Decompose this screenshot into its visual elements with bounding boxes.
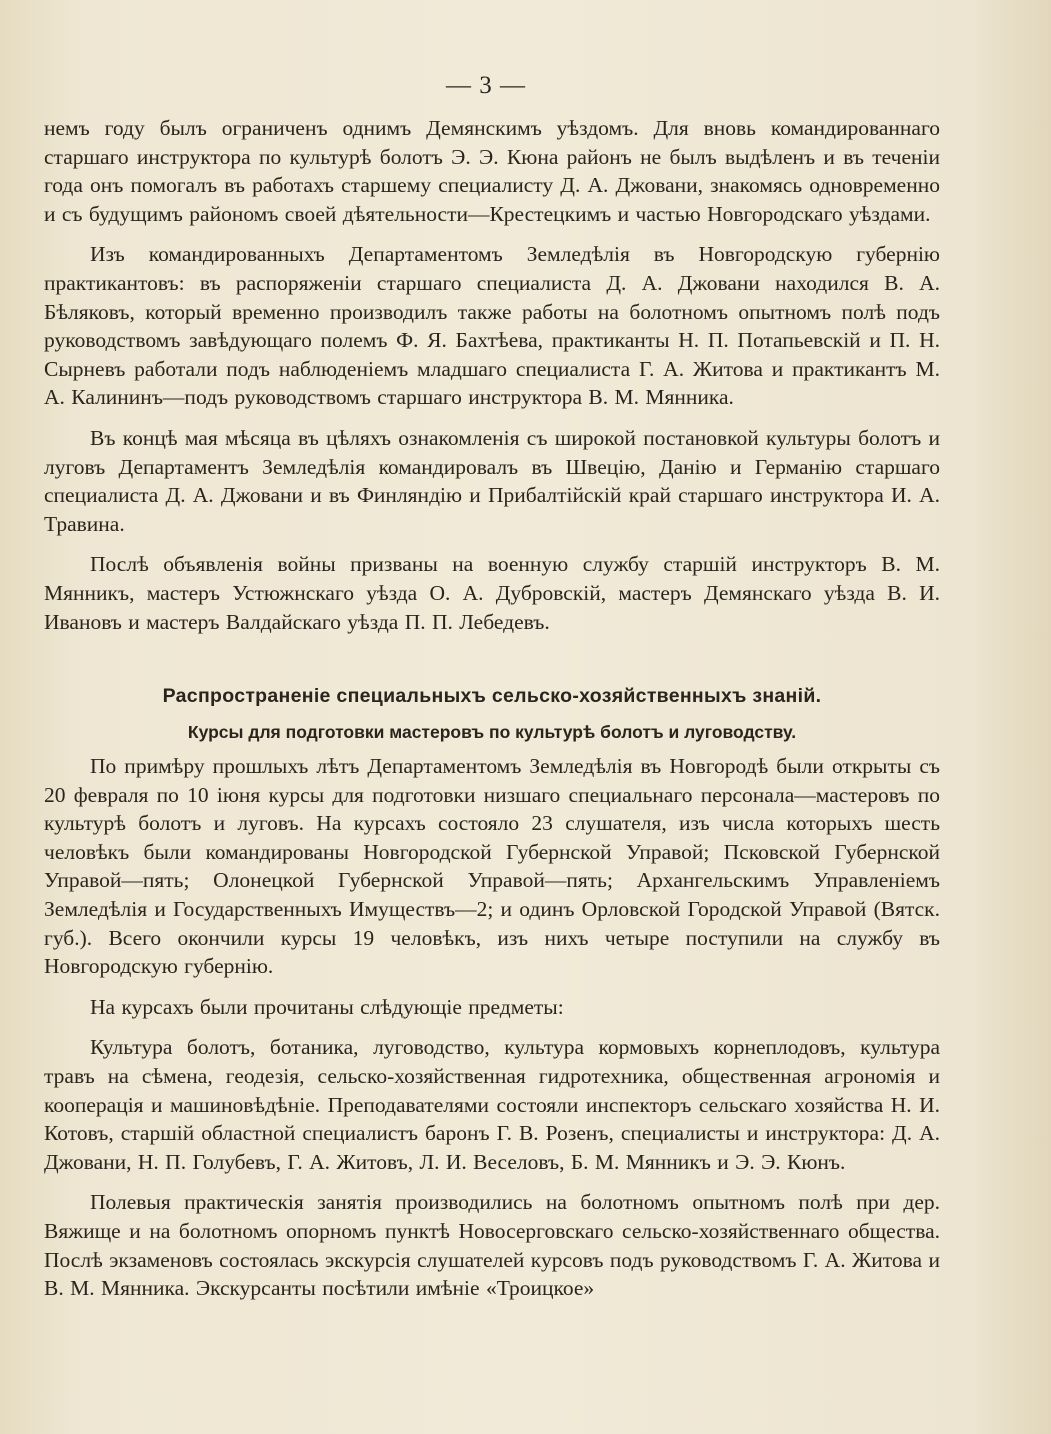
subsection-title: Курсы для подготовки мастеровъ по культурѣ болотъ и луговодству. — [187, 722, 797, 743]
page-number: — 3 — — [446, 72, 526, 99]
paragraph: Въ концѣ мая мѣсяца въ цѣляхъ ознакомленія съ широкой постановкой культуры болотъ и луговъ Департаментъ Земледѣлія командировалъ въ Швецію, Данію и Германію старшаго специалиста Д. А. Джовани и въ Финляндію и Прибалтійскій край старшаго инструктора И. А. Травина. — [44, 425, 940, 536]
page-body — [44, 114, 940, 1315]
paragraph: На курсахъ были прочитаны слѣдующіе предметы: — [90, 994, 564, 1019]
paragraph: Полевыя практическія занятія производились на болотномъ опытномъ полѣ при дер. Вяжище и на болотномъ опорномъ пунктѣ Новосерговскаго сельско-хозяйственнаго общества. Послѣ экзаменовъ состоялась экскурсія слушателей курсовъ подъ руководствомъ Г. А. Житова и В. М. Мянника. Экскурсанты посѣтили имѣніе «Троицкое» — [44, 1190, 940, 1301]
paragraph: Послѣ объявленія войны призваны на военную службу старшій инструкторъ В. М. Мянникъ, мастеръ Устюжнскаго уѣзда О. А. Дубровскій, мастеръ Демянскаго уѣзда В. И. Ивановъ и мастеръ Валдайскаго уѣзда П. П. Лебедевъ. — [44, 552, 940, 634]
paragraph: немъ году былъ ограниченъ однимъ Демянскимъ уѣздомъ. Для вновь командированнаго старшаго инструктора по культурѣ болотъ Э. Э. Кюна районъ не былъ выдѣленъ и въ теченіи года онъ помогалъ въ работахъ старшему специалисту Д. А. Джовани, знакомясь одновременно и съ будущимъ райономъ своей дѣятельности—Крестецкимъ и частью Новгородскаго уѣздами. — [44, 116, 940, 226]
paragraph: Изъ командированныхъ Департаментомъ Земледѣлія въ Новгородскую губернію практикантовъ: въ распоряженіи старшаго специалиста Д. А. Джовани находился В. А. Бѣляковъ, который временно производилъ также работы на болотномъ опытномъ полѣ подъ руководствомъ завѣдующаго полемъ Ф. Я. Бахтѣева, практиканты Н. П. Потапьевскій и П. Н. Сырневъ работали подъ наблюденіемъ младшаго специалиста Г. А. Житова и практикантъ М. А. Калининъ—подъ руководствомъ старшаго инструктора В. М. Мянника. — [44, 242, 940, 410]
paragraph: По примѣру прошлыхъ лѣтъ Департаментомъ Земледѣлія въ Новгородѣ были открыты съ 20 февраля по 10 іюня курсы для подготовки низшаго специальнаго персонала—мастеровъ по культурѣ болотъ и луговъ. На курсахъ состояло 23 слушателя, изъ числа которыхъ шесть человѣкъ были командированы Новгородской Губернской Управой; Псковской Губернской Управой—пять; Олонецкой Губернской Управой—пять; Архангельскимъ Управленіемъ Земледѣлія и Государственныхъ Имуществъ—2; и одинъ Орловской Городской Управой (Вятск. губ.). Всего окончили курсы 19 человѣкъ, изъ нихъ четыре поступили на службу въ Новгородскую губернію. — [44, 754, 940, 979]
paragraph: Культура болотъ, ботаника, луговодство, культура кормовыхъ корнеплодовъ, культура травъ на сѣмена, геодезія, сельско-хозяйственная гидротехника, общественная агрономія и кооперація и машиновѣдѣніе. Преподавателями состояли инспекторъ сельскаго хозяйства Н. И. Котовъ, старшій областной специалистъ баронъ Г. В. Розенъ, специалисты и инструктора: Д. А. Джовани, Н. П. Голубевъ, Г. А. Житовъ, Л. И. Веселовъ, Б. М. Мянникъ и Э. Э. Кюнъ. — [44, 1035, 940, 1174]
section-title: Распространеніе специальныхъ сельско-хозяйственныхъ знаній. — [162, 685, 822, 708]
